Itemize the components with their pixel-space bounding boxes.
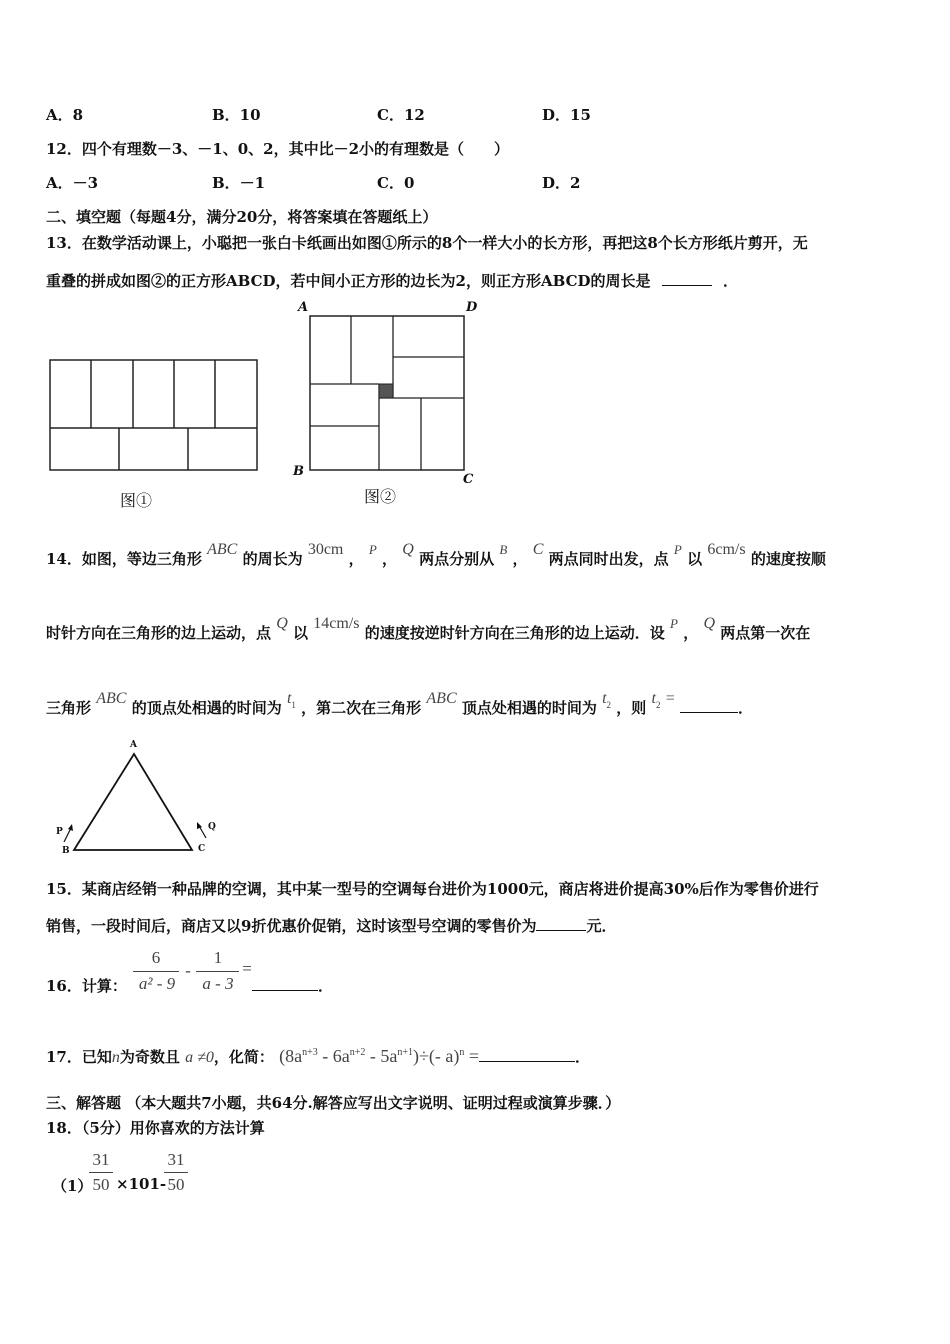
q13-vertex-b: B — [293, 464, 304, 479]
q14-answer-blank[interactable] — [680, 698, 738, 713]
q13-vertex-d: D — [466, 300, 478, 315]
q14-comma: ， — [382, 550, 398, 568]
q16-fraction-bar-1 — [133, 971, 179, 972]
q12-option-b: B．－1 — [212, 174, 266, 192]
q13-figure-2-label: 图② — [364, 487, 397, 506]
q18-numerator-1: 31 — [92, 1150, 110, 1169]
q14-math-c: C — [532, 541, 544, 558]
q14-math-perimeter: 30cm — [307, 541, 344, 558]
q14-math-q: Q — [402, 541, 414, 558]
q16-numerator-2: 1 — [213, 948, 223, 967]
q17-equals: = — [464, 1046, 480, 1066]
q12-stem: 12．四个有理数－3、－1、0、2，其中比－2小的有理数是（ ） — [46, 140, 510, 158]
q16-denominator-2: a - 3 — [202, 974, 234, 993]
q14-text: 两点同时出发，点 — [548, 550, 669, 568]
q12-option-a: A．－3 — [46, 174, 99, 192]
q17-math-condition: a ≠0 — [185, 1049, 214, 1066]
q17-period: ． — [575, 1048, 591, 1066]
section-3-heading: 三、解答题 （本大题共7小题，共64分.解答应写出文字说明、证明过程或演算步骤．） — [46, 1094, 621, 1112]
q14-math-abc: ABC — [426, 690, 457, 707]
q17-expr-part: (8a — [279, 1046, 303, 1066]
q18-fraction-bar-1 — [89, 1172, 113, 1173]
q14-vertex-b: B — [62, 846, 70, 856]
q18-numerator-2: 31 — [167, 1150, 185, 1169]
q14-text: 的速度按逆时针方向在三角形的边上运动．设 — [364, 624, 665, 642]
q17-text: ，化简： — [213, 1048, 274, 1066]
q17-expression — [279, 1046, 479, 1066]
q14-math-t: t — [651, 690, 656, 707]
q14-triangle-figure — [50, 738, 230, 858]
q14-math-q: Q — [703, 615, 715, 632]
q14-point-p: P — [56, 827, 63, 837]
q14-vertex-c: C — [198, 844, 206, 854]
q11-option-b: B．10 — [212, 106, 261, 124]
q14-math-b: B — [499, 542, 508, 557]
q14-math-sub: 2 — [606, 700, 612, 710]
q18-stem: 18．（5分）用你喜欢的方法计算 — [46, 1119, 265, 1137]
q18-denominator-1: 50 — [92, 1175, 110, 1194]
q14-line-3 — [46, 690, 753, 718]
q17-math-n: n — [111, 1049, 120, 1066]
q13-text: 重叠的拼成如图②的正方形ABCD，若中间小正方形的边长为2，则正方形ABCD的周长是 — [46, 272, 651, 290]
q17-expr-part: )÷(- a) — [413, 1046, 460, 1066]
q16-equals: = — [242, 959, 252, 978]
q13-line-2 — [46, 270, 738, 291]
q17-expr-part: - 5a — [365, 1046, 398, 1066]
q14-text: 的周长为 — [242, 550, 303, 568]
q14-text: 14．如图，等边三角形 — [46, 550, 202, 568]
q14-text: ，第二次在三角形 — [301, 699, 422, 717]
q18-part-1-label: （1） — [52, 1177, 93, 1195]
q11-option-d: D．15 — [542, 106, 591, 124]
q14-text: 时针方向在三角形的边上运动，点 — [46, 624, 272, 642]
q14-math-p: P — [673, 542, 682, 557]
q15-answer-blank[interactable] — [536, 916, 586, 931]
q15-line-2 — [46, 915, 616, 936]
q14-math-speed-q: 14cm/s — [313, 615, 360, 632]
q18-fraction-bar-2 — [164, 1172, 188, 1173]
q14-comma: ， — [348, 550, 364, 568]
q17-text: 17．已知 — [46, 1048, 112, 1066]
q14-text: 顶点处相遇的时间为 — [461, 699, 597, 717]
q14-math-sub: 2 — [655, 700, 661, 710]
q14-math-equals: = — [665, 690, 675, 707]
q14-text: 两点分别从 — [419, 550, 495, 568]
q17-answer-blank[interactable] — [479, 1047, 575, 1062]
q16-numerator-1: 6 — [151, 948, 161, 967]
q17-exponent: n+1 — [397, 1047, 414, 1058]
q11-option-a: A．8 — [46, 106, 84, 124]
q17-expr-part: - 6a — [317, 1046, 350, 1066]
q16-denominator-1: a² - 9 — [138, 974, 176, 993]
q15-text: 销售，一段时间后，商店又以9折优惠价促销，这时该型号空调的零售价为 — [46, 917, 537, 935]
q12-option-c: C．0 — [377, 174, 415, 192]
q14-text: 以 — [687, 550, 703, 568]
q17-exponent: n+3 — [302, 1047, 318, 1058]
q14-comma: ， — [512, 550, 528, 568]
q14-text: 以 — [293, 624, 309, 642]
section-2-heading: 二、填空题（每题4分，满分20分，将答案填在答题纸上） — [46, 208, 438, 226]
q14-math-t: t — [602, 690, 607, 707]
q13-figure-2 — [300, 312, 466, 474]
q12-option-d: D．2 — [542, 174, 581, 192]
q17-exponent: n+2 — [349, 1047, 366, 1058]
q13-line-1: 13．在数学活动课上，小聪把一张白卡纸画出如图①所示的8个一样大小的长方形，再把这8个长方形纸片剪开，无 — [46, 234, 808, 252]
q14-math-t: t — [286, 690, 292, 707]
q14-text: 三角形 — [46, 699, 92, 717]
q15-text: 元． — [586, 917, 617, 935]
q17-exponent: n — [459, 1047, 465, 1058]
q18-operator: ×101- — [116, 1175, 167, 1193]
q13-answer-blank[interactable] — [662, 271, 712, 286]
q18-denominator-2: 50 — [167, 1175, 185, 1194]
q13-period: ． — [723, 272, 739, 290]
q14-math-sub: 1 — [291, 700, 296, 710]
q14-math-q: Q — [276, 615, 288, 632]
q13-vertex-a: A — [298, 300, 309, 315]
q14-vertex-a: A — [130, 740, 137, 750]
q13-figure-1-label: 图① — [120, 491, 153, 510]
q16-period: ． — [318, 977, 334, 995]
q16-label: 16．计算： — [46, 977, 127, 995]
q14-math-abc: ABC — [207, 541, 238, 558]
q14-math-p: P — [670, 616, 678, 631]
q14-line-2 — [46, 615, 811, 643]
q14-text: ，则 — [616, 699, 647, 717]
q14-math-abc: ABC — [96, 690, 127, 707]
q17-line — [46, 1046, 590, 1067]
q16-minus: - — [185, 961, 191, 980]
q16-answer-blank[interactable] — [252, 976, 318, 991]
q14-text: 的顶点处相遇的时间为 — [131, 699, 282, 717]
q14-comma: ， — [683, 624, 699, 642]
q14-period: ． — [737, 699, 753, 717]
q14-math-speed-p: 6cm/s — [707, 541, 746, 558]
q11-option-c: C．12 — [377, 106, 425, 124]
q14-text: 两点第一次在 — [720, 624, 811, 642]
q14-math-p: P — [368, 542, 377, 557]
q15-line-1: 15．某商店经销一种品牌的空调，其中某一型号的空调每台进价为1000元，商店将进价提高30%后作为零售价进行 — [46, 880, 819, 898]
q16-answer — [252, 975, 333, 996]
q13-figure-1 — [48, 358, 260, 474]
q16-fraction-bar-2 — [196, 971, 239, 972]
q13-vertex-c: C — [463, 472, 474, 487]
q17-text: 为奇数且 — [119, 1048, 180, 1066]
q14-text: 的速度按顺 — [750, 550, 826, 568]
q14-line-1 — [46, 541, 826, 569]
q14-point-q: Q — [208, 822, 216, 832]
